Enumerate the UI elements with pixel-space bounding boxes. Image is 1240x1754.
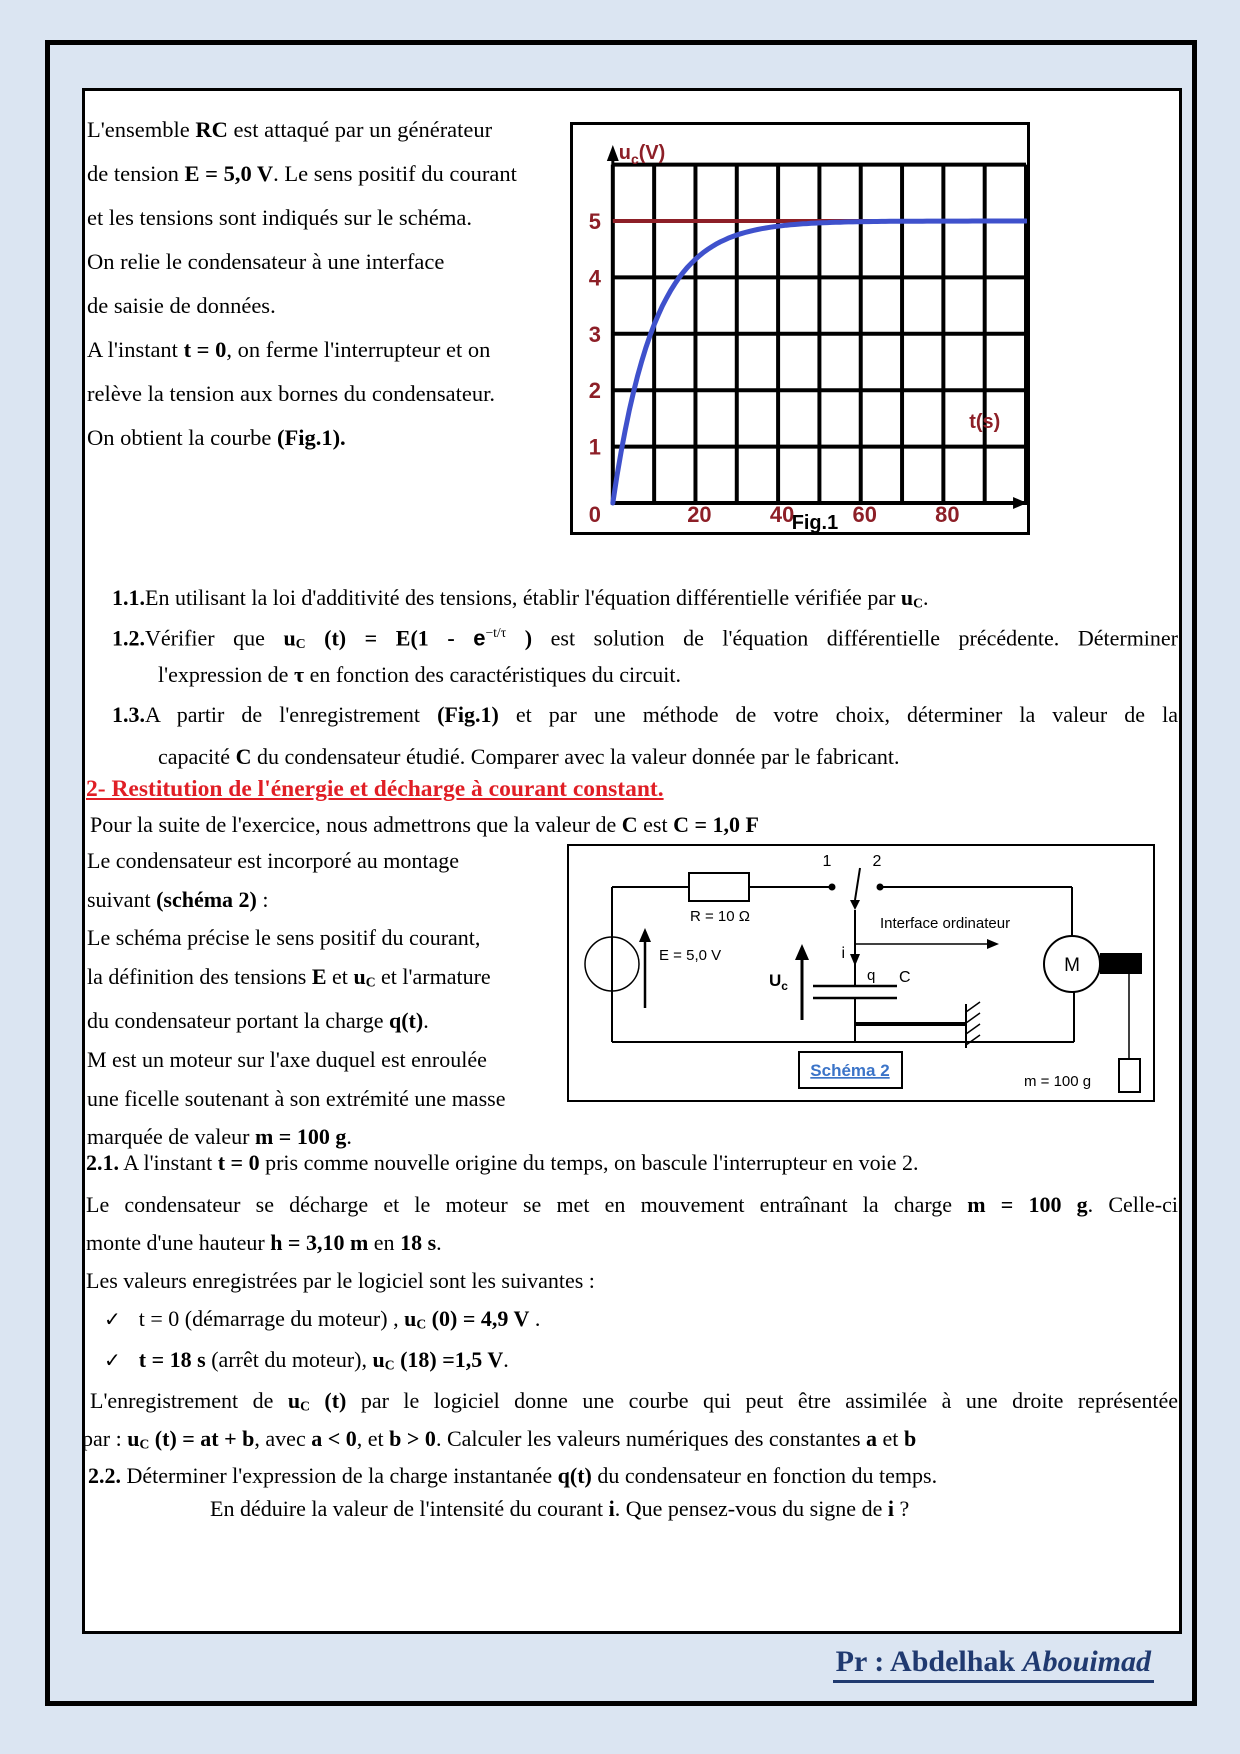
intro-line: A l'instant t = 0, on ferme l'interrupteur et on <box>87 337 491 362</box>
uc-arrow <box>795 944 809 1020</box>
section-2-intro: Pour la suite de l'exercice, nous admettrons que la valeur de C est C = 1,0 F <box>90 812 759 837</box>
text-line: Le schéma précise le sens positif du courant, <box>87 925 481 951</box>
check-icon: ✓ <box>104 1307 121 1331</box>
question-1-2-line-1: 1.2.Vérifier que uC $(t) = E(1 - e^{-t/\tau}$ ) est solution de l'équation différentielle précédente. Déterminer <box>112 625 1179 651</box>
capacitor-symbol <box>813 986 897 998</box>
question-2-1-text-line-2: monte d'une hauteur h = 3,10 m en 18 s. <box>86 1230 442 1255</box>
switch-symbol <box>829 868 884 910</box>
svg-text:2: 2 <box>588 378 601 404</box>
list-item: ✓ t = 18 s (arrêt du moteur), uC (18) =1,5 V. <box>104 1347 509 1373</box>
motor-axle <box>1100 953 1142 974</box>
charge-label: q <box>867 967 876 984</box>
resistor-symbol <box>689 873 749 901</box>
text-line: la définition des tensions E et uC et l'armature <box>87 964 491 990</box>
footer-credit <box>82 1645 1154 1679</box>
question-1-2-line-2: l'expression de τ en fonction des caractéristiques du circuit. <box>158 662 681 687</box>
section-2-left-column <box>87 842 563 1157</box>
question-2-2-line-1: 2.2. Déterminer l'expression de la charge instantanée q(t) du condensateur en fonction du temps. <box>88 1463 938 1488</box>
mass-symbol <box>1119 1059 1140 1092</box>
interface-label: Interface ordinateur <box>880 915 1011 932</box>
question-1-3-line-2: capacité C du condensateur étudié. Comparer avec la valeur donnée par le fabricant. <box>158 744 900 769</box>
interface-arrow <box>855 939 999 949</box>
section-2-heading: 2- Restitution de l'énergie et décharge à courant constant. <box>86 776 664 802</box>
svg-text:60: 60 <box>852 501 877 528</box>
current-arrow <box>850 954 860 966</box>
svg-text:80: 80 <box>935 501 960 528</box>
mass-label: m = 100 g <box>1024 1073 1092 1090</box>
text-line: M est un moteur sur l'axe duquel est enroulée <box>87 1046 487 1072</box>
question-2-1-text-line-1: Le condensateur se décharge et le moteur se met en mouvement entraînant la charge m = 100 g. Celle-ci <box>86 1192 1178 1217</box>
values-intro-line: Les valeurs enregistrées par le logiciel sont les suivantes : <box>86 1268 595 1293</box>
question-1-3-line-1: 1.3.A partir de l'enregistrement (Fig.1) et par une méthode de votre choix, déterminer la valeur de la <box>112 702 1178 727</box>
svg-text:20: 20 <box>687 501 712 528</box>
origin-label: 0 <box>588 501 601 528</box>
intro-line: L'ensemble RC est attaqué par un générateur <box>87 117 493 142</box>
teacher-prefix: Pr : Abdelhak <box>835 1645 1023 1678</box>
list-item: ✓ t = 0 (démarrage du moteur) , uC (0) = 4,9 V . <box>104 1306 541 1332</box>
intro-line: On relie le condensateur à une interface <box>87 249 445 274</box>
intro-line: On obtient la courbe (Fig.1). <box>87 425 346 450</box>
intro-line: et les tensions sont indiqués sur le schéma. <box>87 205 472 230</box>
text-line: du condensateur portant la charge q(t). <box>87 1008 429 1034</box>
switch-pos1-label: 1 <box>822 853 832 870</box>
svg-text:5: 5 <box>588 208 601 235</box>
text-line: Le condensateur est incorporé au montage <box>87 848 460 873</box>
question-1-1: 1.1.En utilisant la loi d'additivité des tensions, établir l'équation différentielle vérifiée par uC. <box>112 585 929 611</box>
charging-curve-chart <box>573 125 1027 532</box>
question-2-2-line-2: En déduire la valeur de l'intensité du courant i. Que pensez-vous du signe de i ? <box>210 1496 910 1521</box>
circuit-diagram <box>569 846 1153 1100</box>
resistor-label: R = 10 Ω <box>690 908 750 925</box>
recording-line-2: par : uC (t) = at + b, avec a < 0, et b > 0. Calculer les valeurs numériques des constantes a et b <box>82 1426 917 1452</box>
x-axis-label: t(s) <box>969 410 1001 434</box>
intro-line: relève la tension aux bornes du condensateur. <box>87 381 495 406</box>
uc-label: $U_c$ <box>769 971 788 993</box>
circuit-wires <box>612 887 1074 1042</box>
motor-label: M <box>1064 955 1080 976</box>
intro-line: de saisie de données. <box>87 293 276 318</box>
svg-text:40: 40 <box>769 501 795 528</box>
figure-1-caption: Fig.1 <box>791 511 839 532</box>
question-2-1: 2.1. A l'instant t = 0 pris comme nouvelle origine du temps, on bascule l'interrupteur en voie 2. <box>86 1150 919 1175</box>
source-label: E = 5,0 V <box>659 947 722 964</box>
teacher-name: Abouimad <box>1022 1645 1151 1678</box>
switch-pos2-label: 2 <box>872 853 882 870</box>
svg-text:3: 3 <box>588 321 601 347</box>
text-line: suivant (schéma 2) : <box>87 886 269 912</box>
intro-line: de tension E = 5,0 V. Le sens positif du courant <box>87 161 517 186</box>
svg-text:1: 1 <box>588 434 601 460</box>
emf-arrow <box>639 928 651 1008</box>
recording-line-1: L'enregistrement de uC (t) par le logiciel donne une courbe qui peut être assimilée à une droite représentée <box>90 1388 1179 1414</box>
schema-2-box <box>567 844 1155 1102</box>
schema-caption: Schéma 2 <box>810 1061 890 1080</box>
current-label: i <box>841 945 845 962</box>
check-icon: ✓ <box>104 1348 121 1372</box>
svg-text:4: 4 <box>588 265 601 291</box>
intro-paragraph <box>87 108 565 460</box>
figure-1-box <box>570 122 1030 535</box>
text-line: marquée de valeur m = 100 g. <box>87 1124 352 1150</box>
capacitor-label: C <box>899 969 911 986</box>
y-axis-label: $u_c(V)$ <box>618 141 666 168</box>
text-line: une ficelle soutenant à son extrémité une masse <box>87 1085 506 1111</box>
